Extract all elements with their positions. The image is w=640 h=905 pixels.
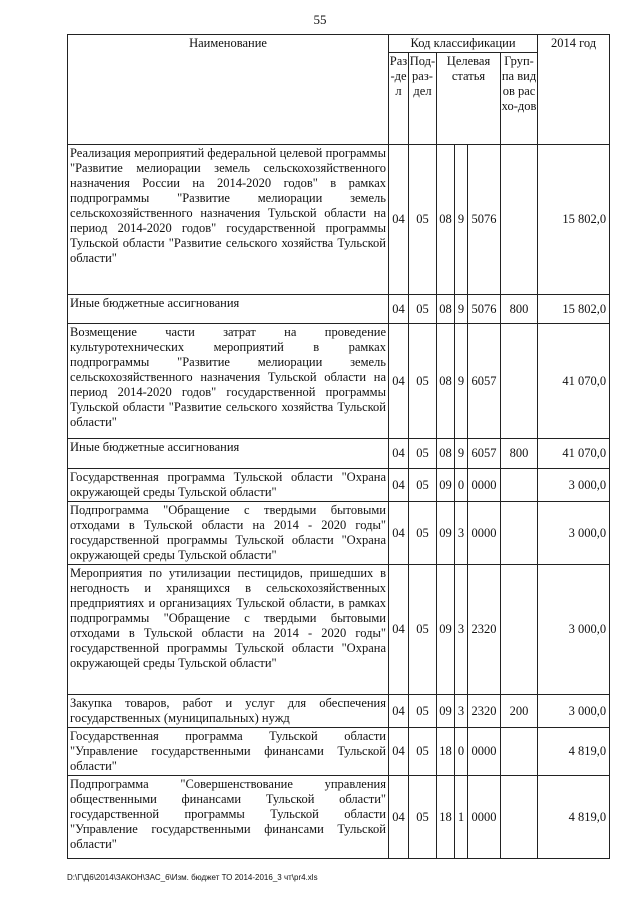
row-target-subprogram: 1 (455, 776, 468, 859)
row-expense-group (501, 145, 538, 295)
row-target-program: 08 (437, 324, 455, 439)
row-podrazdel: 05 (409, 565, 437, 695)
row-razdel: 04 (389, 776, 409, 859)
row-razdel: 04 (389, 565, 409, 695)
row-target-program: 09 (437, 695, 455, 728)
row-target-direction: 5076 (468, 145, 501, 295)
row-amount: 4 819,0 (538, 728, 610, 776)
header-podrazdel: Под-раз-дел (409, 53, 437, 145)
row-podrazdel: 05 (409, 502, 437, 565)
row-razdel: 04 (389, 695, 409, 728)
row-podrazdel: 05 (409, 695, 437, 728)
table-row (68, 295, 610, 324)
row-razdel: 04 (389, 324, 409, 439)
header-target: Целевая статья (437, 53, 501, 145)
row-amount: 15 802,0 (538, 145, 610, 295)
row-razdel: 04 (389, 502, 409, 565)
header-year: 2014 год (538, 35, 610, 145)
table-row (68, 776, 610, 859)
row-expense-group (501, 776, 538, 859)
row-name: Подпрограмма "Совершенствование управления общественными финансами Тульской области" государственной программы Тульской области "Управление государственными финансами Тульской области" (68, 776, 389, 859)
row-target-direction: 0000 (468, 502, 501, 565)
row-podrazdel: 05 (409, 469, 437, 502)
row-target-direction: 6057 (468, 439, 501, 469)
row-target-program: 08 (437, 439, 455, 469)
row-name: Государственная программа Тульской области "Охрана окружающей среды Тульской области" (68, 469, 389, 502)
row-expense-group: 800 (501, 295, 538, 324)
row-target-subprogram: 3 (455, 502, 468, 565)
row-amount: 15 802,0 (538, 295, 610, 324)
row-target-subprogram: 0 (455, 728, 468, 776)
row-expense-group (501, 324, 538, 439)
row-amount: 3 000,0 (538, 469, 610, 502)
row-target-subprogram: 3 (455, 695, 468, 728)
row-amount: 3 000,0 (538, 695, 610, 728)
row-target-subprogram: 9 (455, 439, 468, 469)
row-target-program: 08 (437, 145, 455, 295)
row-expense-group: 200 (501, 695, 538, 728)
row-amount: 41 070,0 (538, 324, 610, 439)
table-row (68, 695, 610, 728)
row-target-program: 09 (437, 565, 455, 695)
row-expense-group (501, 469, 538, 502)
row-expense-group (501, 502, 538, 565)
row-target-direction: 0000 (468, 728, 501, 776)
row-target-direction: 2320 (468, 695, 501, 728)
row-target-subprogram: 9 (455, 145, 468, 295)
row-target-program: 18 (437, 728, 455, 776)
row-razdel: 04 (389, 295, 409, 324)
row-amount: 3 000,0 (538, 502, 610, 565)
row-target-subprogram: 9 (455, 324, 468, 439)
table-row (68, 502, 610, 565)
header-name: Наименование (68, 35, 389, 145)
row-target-subprogram: 0 (455, 469, 468, 502)
table-row (68, 145, 610, 295)
row-target-direction: 2320 (468, 565, 501, 695)
row-razdel: 04 (389, 728, 409, 776)
row-podrazdel: 05 (409, 776, 437, 859)
row-podrazdel: 05 (409, 728, 437, 776)
row-expense-group: 800 (501, 439, 538, 469)
row-expense-group (501, 728, 538, 776)
table-row (68, 728, 610, 776)
row-amount: 3 000,0 (538, 565, 610, 695)
row-podrazdel: 05 (409, 324, 437, 439)
row-expense-group (501, 565, 538, 695)
row-target-direction: 0000 (468, 776, 501, 859)
row-target-program: 09 (437, 502, 455, 565)
header-code: Код классификации (389, 35, 538, 53)
page-number: 55 (313, 12, 327, 27)
row-amount: 4 819,0 (538, 776, 610, 859)
row-name: Государственная программа Тульской области "Управление государственными финансами Тульской области" (68, 728, 389, 776)
row-target-subprogram: 9 (455, 295, 468, 324)
row-podrazdel: 05 (409, 295, 437, 324)
row-target-direction: 6057 (468, 324, 501, 439)
row-podrazdel: 05 (409, 145, 437, 295)
row-razdel: 04 (389, 145, 409, 295)
header-group: Груп-па видов расхо-дов (501, 53, 538, 145)
row-amount: 41 070,0 (538, 439, 610, 469)
row-target-program: 08 (437, 295, 455, 324)
row-name: Иные бюджетные ассигнования (68, 295, 389, 324)
table-row (68, 324, 610, 439)
row-target-direction: 0000 (468, 469, 501, 502)
row-name: Закупка товаров, работ и услуг для обеспечения государственных (муниципальных) нужд (68, 695, 389, 728)
header-razdel: Раз-дел (389, 53, 409, 145)
table-row (68, 469, 610, 502)
row-podrazdel: 05 (409, 439, 437, 469)
row-target-direction: 5076 (468, 295, 501, 324)
file-path-footer: D:\Г\Д6\2014\ЗАКОН\ЗАС_6\Изм. бюджет ТО 2014-2016_3 чт\pr4.xls (67, 873, 318, 882)
row-target-program: 18 (437, 776, 455, 859)
row-name: Возмещение части затрат на проведение культуротехнических мероприятий в рамках подпрограммы "Развитие мелиорации земель сельскохозяйственного назначения Тульской области на период 2014-2020 годов" государственной программы Тульской области "Развитие сельского хозяйства Тульской области" (68, 324, 389, 439)
row-razdel: 04 (389, 469, 409, 502)
row-name: Мероприятия по утилизации пестицидов, пришедших в негодность и хранящихся в сельскохозяйственных предприятиях и организациях Тульской области, в рамках подпрограммы "Обращение с твердыми бытовыми отходами в Тульской области на 2014 - 2020 годы" государственной программы Тульской области "Охрана окружающей среды Тульской области" (68, 565, 389, 695)
row-target-subprogram: 3 (455, 565, 468, 695)
row-razdel: 04 (389, 439, 409, 469)
row-target-program: 09 (437, 469, 455, 502)
row-name: Подпрограмма "Обращение с твердыми бытовыми отходами в Тульской области на 2014 - 2020 годы" государственной программы Тульской области "Охрана окружающей среды Тульской области" (68, 502, 389, 565)
table-row (68, 565, 610, 695)
budget-table (67, 34, 610, 859)
row-name: Реализация мероприятий федеральной целевой программы "Развитие мелиорации земель сельскохозяйственного назначения России на 2014-2020 годов" в рамках подпрограммы "Развитие мелиорации земель сельскохозяйственного назначения Тульской области на период 2014-2020 годов" государственной программы Тульской области "Развитие сельского хозяйства Тульской области" (68, 145, 389, 295)
row-name: Иные бюджетные ассигнования (68, 439, 389, 469)
table-row (68, 439, 610, 469)
